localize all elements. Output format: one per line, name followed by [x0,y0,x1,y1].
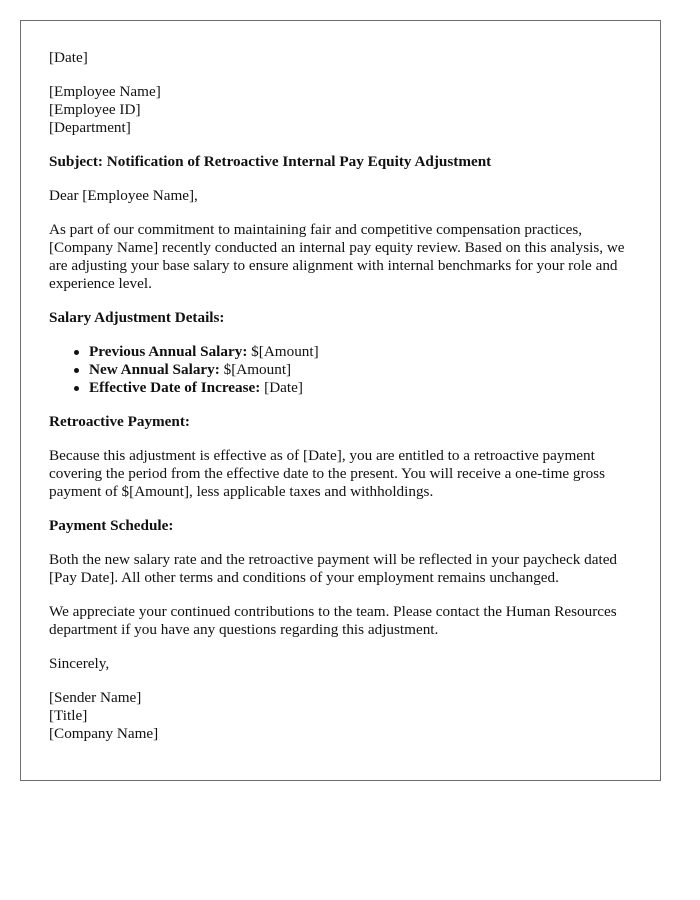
recipient-block [49,83,632,137]
closing-paragraph: We appreciate your continued contributions to the team. Please contact the Human Resources department if you have any questions regarding this adjustment. [49,603,617,638]
list-item [89,361,632,379]
salary-details-heading: Salary Adjustment Details: [49,309,225,326]
signoff: Sincerely, [49,655,110,672]
salary-details-list [49,343,632,397]
intro-paragraph: As part of our commitment to maintaining fair and competitive compensation practices, [Company Name] recently conducted an internal pay equity review. Based on this analysis, we are adjusting your base salary to ensure alignment with internal benchmarks for your role and experience level. [49,221,625,292]
employee-id: [Employee ID] [49,101,141,118]
previous-salary-value: $[Amount] [247,343,319,360]
salutation: Dear [Employee Name], [49,187,198,204]
payment-schedule-heading: Payment Schedule: [49,517,174,534]
list-item [89,343,632,361]
header-date: [Date] [49,49,88,66]
employee-name: [Employee Name] [49,83,161,100]
signature-block [49,689,632,743]
letter [20,20,661,781]
sender-name: [Sender Name] [49,689,142,706]
department: [Department] [49,119,131,136]
new-salary-label: New Annual Salary: [89,361,220,378]
subject-line: Subject: Notification of Retroactive Internal Pay Equity Adjustment [49,153,492,170]
previous-salary-label: Previous Annual Salary: [89,343,248,360]
effective-date-value: [Date] [260,379,303,396]
sender-company: [Company Name] [49,725,159,742]
new-salary-value: $[Amount] [219,361,292,378]
retro-payment-paragraph: Because this adjustment is effective as of [Date], you are entitled to a retroactive payment covering the period from the effective date to the present. You will receive a one-time gross payment of $[Amount], less applicable taxes and withholdings. [49,447,605,500]
sender-title: [Title] [49,707,88,724]
effective-date-label: Effective Date of Increase: [89,379,261,396]
list-item [89,379,632,397]
retro-payment-heading: Retroactive Payment: [49,413,190,430]
payment-schedule-paragraph: Both the new salary rate and the retroactive payment will be reflected in your paycheck dated [Pay Date]. All other terms and conditions of your employment remains unchanged. [49,551,618,586]
